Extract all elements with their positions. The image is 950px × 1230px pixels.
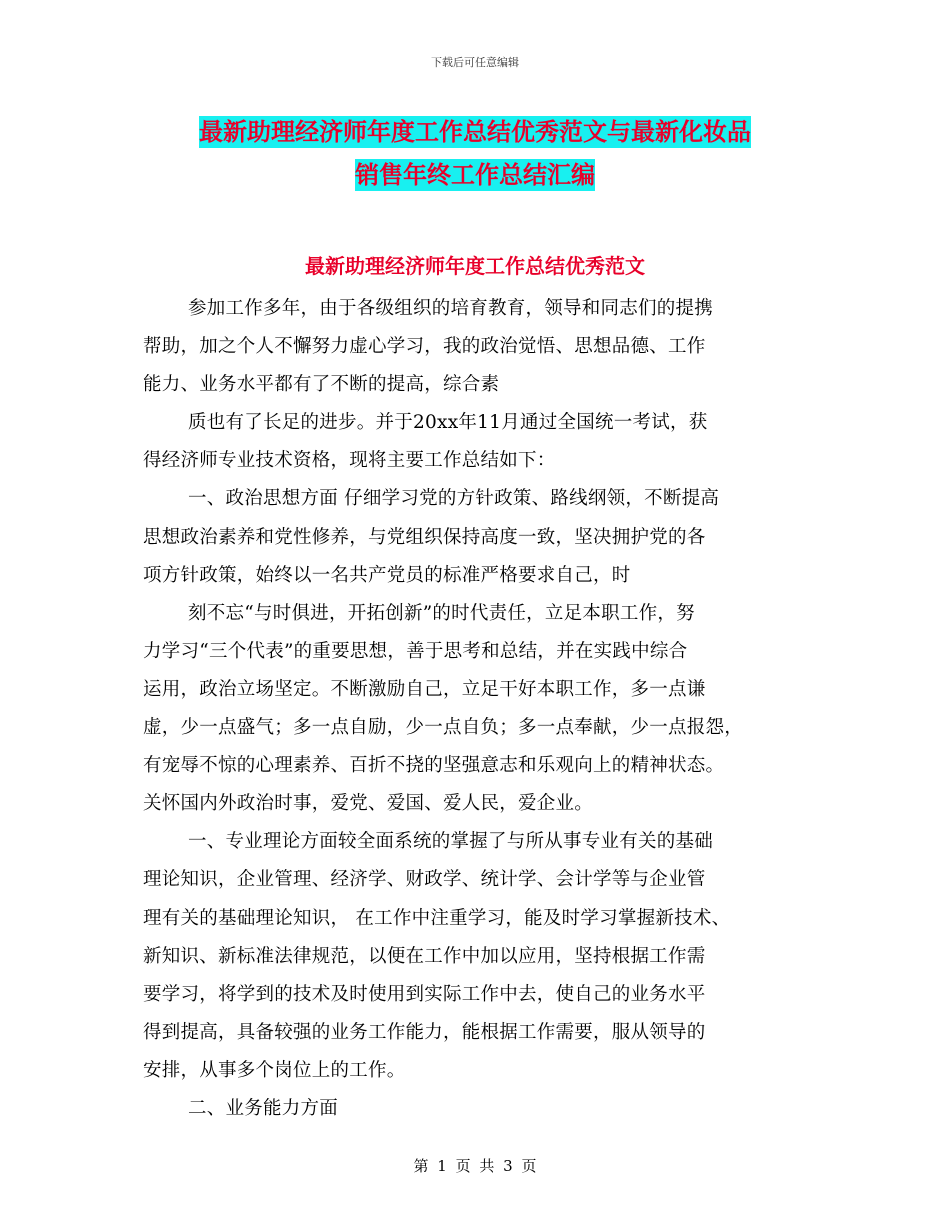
page-header: 下载后可任意编辑 (431, 56, 519, 69)
text-line: 运用，政治立场坚定。不断激励自己，立足干好本职工作，多一点谦 (143, 678, 706, 700)
text-line: 参加工作多年，由于各级组织的培育教育，领导和同志们的提携 (188, 298, 714, 319)
text-line: 有宠辱不惊的心理素养、百折不挠的坚强意志和乐观向上的精神状态。 (143, 755, 725, 777)
text-line: 得到提高，具备较强的业务工作能力，能根据工作需要，服从领导的 (143, 1021, 706, 1043)
text-line: 帮助，加之个人不懈努力虚心学习，我的政治觉悟、思想品德、工作 (143, 336, 706, 358)
title-highlight-1: 最新助理经济师年度工作总结优秀范文与最新化妆品 (199, 118, 751, 146)
page-footer: 第 1 页 共 3 页 (413, 1157, 537, 1175)
text-line: 虚，少一点盛气；多一点自励，少一点自负；多一点奉献，少一点报怨， (143, 717, 744, 739)
text-line: 一、专业理论方面较全面系统的掌握了与所从事专业有关的基础 (188, 831, 714, 853)
document-title-line-1 (0, 112, 950, 147)
text-line: 项方针政策，始终以一名共产党员的标准严格要求自己，时 (143, 564, 631, 586)
text-line: 二、业务能力方面 (188, 1097, 339, 1119)
text-line: 理论知识，企业管理、经济学、财政学、统计学、会计学等与企业管 (143, 869, 706, 891)
document-body (143, 290, 823, 1128)
document-title-line-2 (0, 155, 950, 190)
text-line: 质也有了长足的进步。并于20xx年11月通过全国统一考试，获 (188, 412, 708, 434)
text-line: 力学习“三个代表”的重要思想，善于思考和总结，并在实践中综合 (143, 640, 688, 662)
text-line: 刻不忘“与时俱进，开拓创新”的时代责任，立足本职工作，努 (188, 602, 695, 624)
text-line: 得经济师专业技术资格，现将主要工作总结如下： (143, 450, 556, 472)
text-line: 安排，从事多个岗位上的工作。 (143, 1059, 406, 1081)
text-line: 能力、业务水平都有了不断的提高，综合素 (143, 374, 500, 396)
text-line: 关怀国内外政治时事，爱党、爱国、爱人民，爱企业。 (143, 793, 594, 815)
section-title: 最新助理经济师年度工作总结优秀范文 (305, 254, 645, 278)
text-line: 新知识、新标准法律规范，以便在工作中加以应用，坚持根据工作需 (143, 945, 706, 967)
title-highlight-2: 销售年终工作总结汇编 (355, 161, 595, 189)
text-line: 理有关的基础理论知识， 在工作中注重学习，能及时学习掌握新技术、 (143, 907, 731, 929)
text-line: 要学习，将学到的技术及时使用到实际工作中去，使自己的业务水平 (143, 983, 706, 1005)
text-line: 一、政治思想方面 仔细学习党的方针政策、路线纲领，不断提高 (188, 488, 720, 510)
text-line: 思想政治素养和党性修养，与党组织保持高度一致，坚决拥护党的各 (143, 526, 706, 548)
